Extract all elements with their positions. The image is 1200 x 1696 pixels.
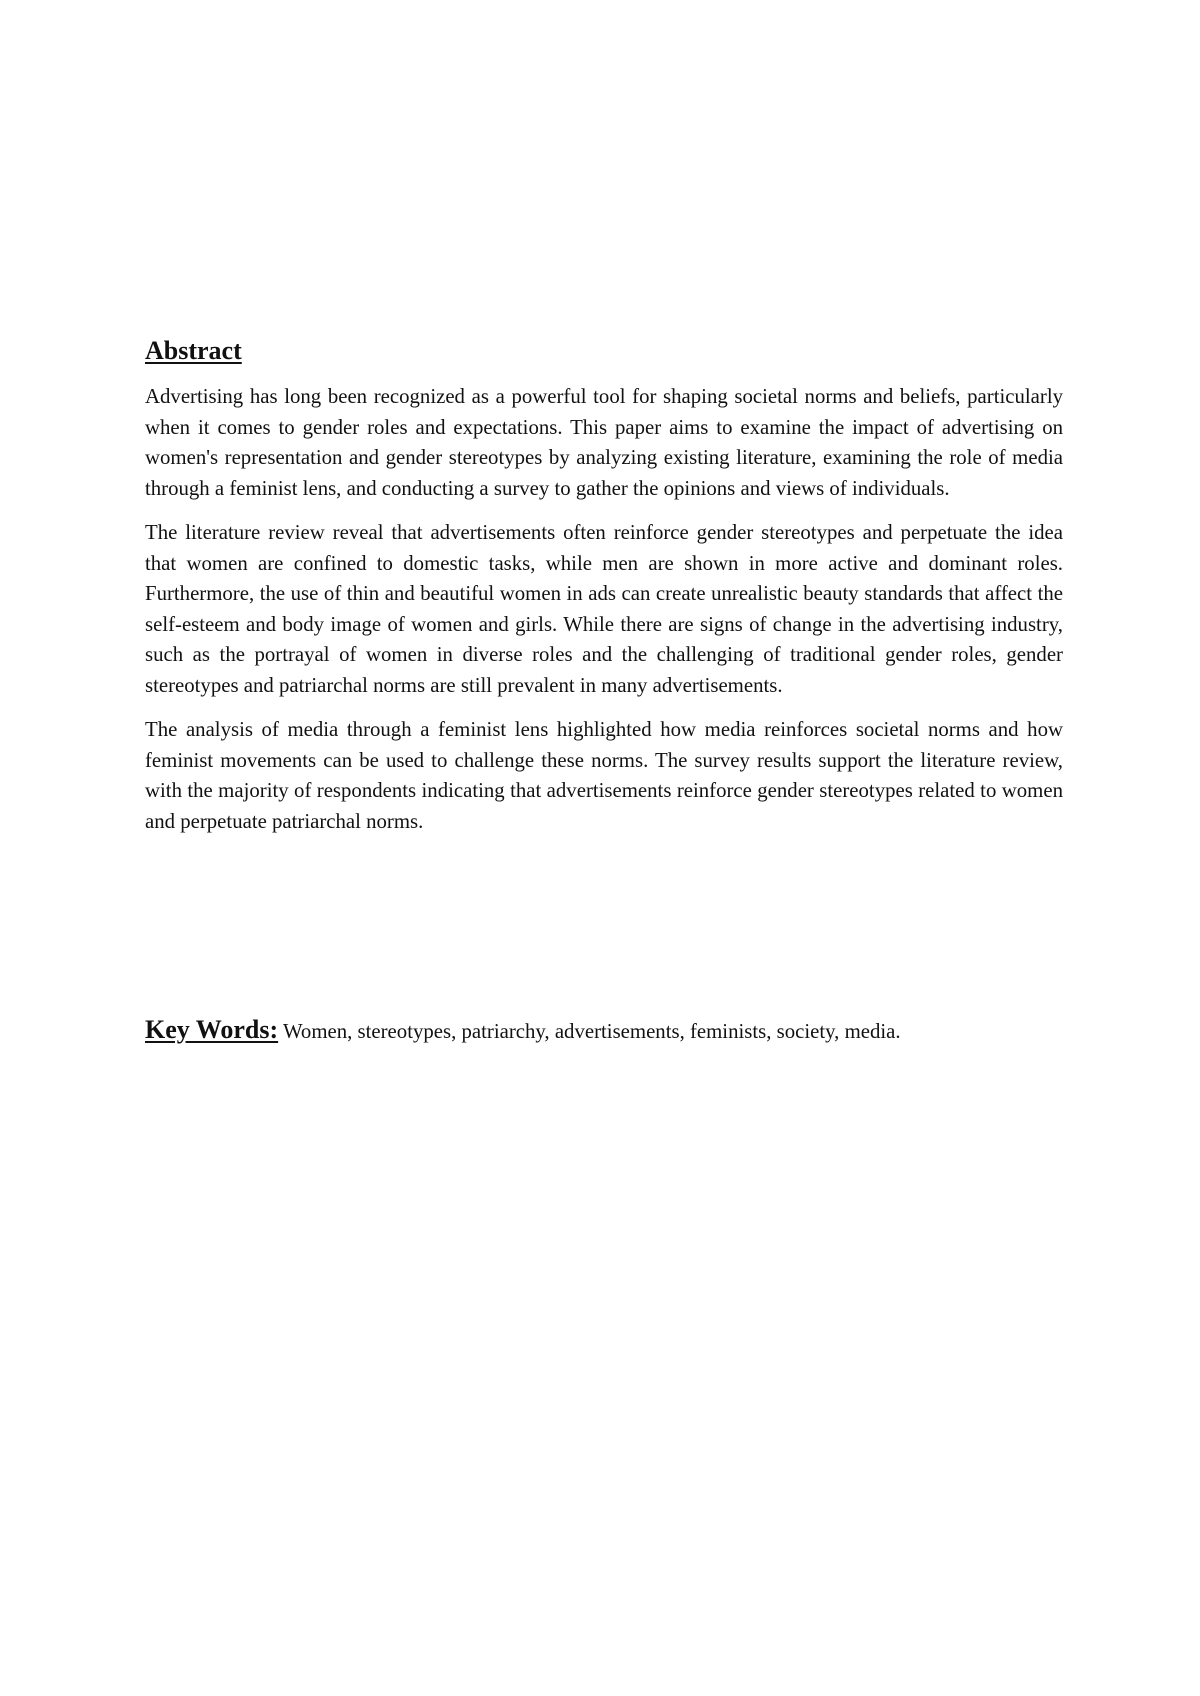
abstract-section bbox=[145, 334, 1063, 851]
abstract-paragraph-3: The analysis of media through a feminist lens highlighted how media reinforces societal norms and how feminist movements can be used to challenge these norms. The survey results support the literature review, with the majority of respondents indicating that advertisements reinforce gender stereotypes related to women and perpetuate patriarchal norms. bbox=[145, 718, 1063, 833]
keywords-line bbox=[145, 1014, 1105, 1048]
abstract-heading: Abstract bbox=[145, 336, 242, 365]
abstract-paragraph-1: Advertising has long been recognized as a powerful tool for shaping societal norms and beliefs, particularly when it comes to gender roles and expectations. This paper aims to examine the impact of advertising on women's representation and gender stereotypes by analyzing existing literature, examining the role of media through a feminist lens, and conducting a survey to gather the opinions and views of individuals. bbox=[145, 385, 1063, 500]
keywords-text: Women, stereotypes, patriarchy, advertisements, feminists, society, media. bbox=[282, 1020, 901, 1043]
abstract-paragraph-2: The literature review reveal that advertisements often reinforce gender stereotypes and perpetuate the idea that women are confined to domestic tasks, while men are shown in more active and dominant roles. Furthermore, the use of thin and beautiful women in ads can create unrealistic beauty standards that affect the self-esteem and body image of women and girls. While there are signs of change in the advertising industry, such as the portrayal of women in diverse roles and the challenging of traditional gender roles, gender stereotypes and patriarchal norms are still prevalent in many advertisements. bbox=[145, 521, 1063, 697]
keywords-label: Key Words: bbox=[145, 1015, 279, 1044]
